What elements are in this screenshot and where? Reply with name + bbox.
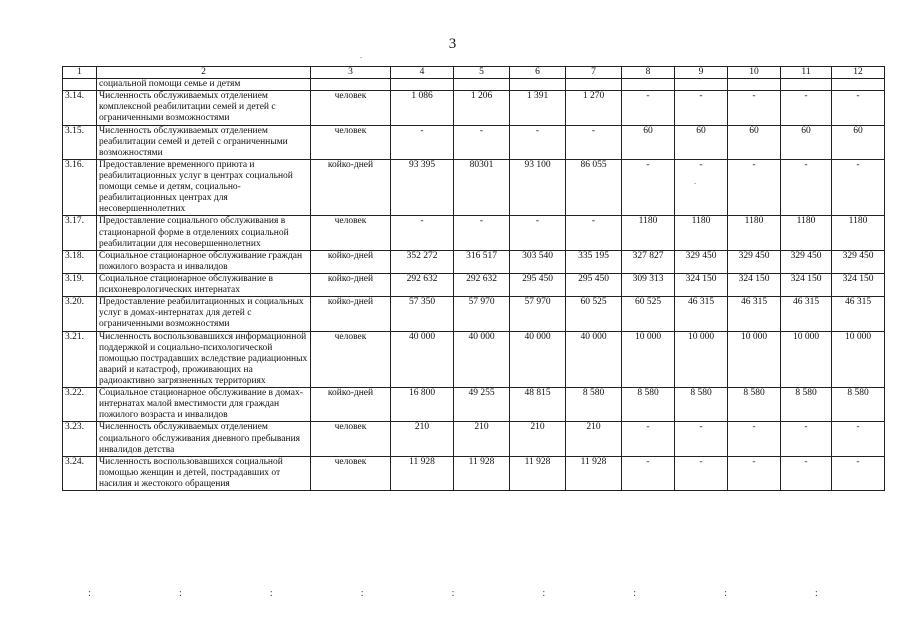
value-cell: 324 150 [832, 273, 885, 296]
value-cell: - [566, 125, 622, 159]
row-number: 3.18. [63, 250, 97, 273]
scan-speck: . [694, 176, 697, 186]
value-cell: 60 [781, 125, 832, 159]
value-cell: 60 [832, 125, 885, 159]
unit: человек [311, 125, 391, 159]
unit: койко-дней [311, 273, 391, 296]
value-cell: 11 928 [566, 456, 622, 490]
table-row [63, 273, 885, 296]
unit: человек [311, 216, 391, 250]
value-cell: 46 315 [675, 297, 728, 331]
value-cell: 10 000 [622, 331, 675, 388]
value-cell: 329 450 [728, 250, 781, 273]
indicator-name: Социальное стационарное обслуживание в домах-интернатах малой вместимости для граждан пожилого возраста и инвалидов [97, 388, 311, 422]
table-row [63, 388, 885, 422]
value-cell: 210 [391, 422, 454, 456]
unit: койко-дней [311, 159, 391, 216]
value-cell: - [728, 159, 781, 216]
value-cell: - [510, 125, 566, 159]
footer-mark: : [451, 587, 455, 599]
value-cell: 60 525 [622, 297, 675, 331]
table-row [63, 216, 885, 250]
value-cell: 1 391 [510, 91, 566, 125]
indicator-name: Предоставление временного приюта и реабилитационных услуг в центрах социальной помощи семье и детям, социально-реабилитационных центрах для несовершеннолетних [97, 159, 311, 216]
column-header: 9 [675, 67, 728, 79]
table-row [63, 297, 885, 331]
value-cell: - [566, 216, 622, 250]
footer-mark: : [178, 587, 182, 599]
column-header: 12 [832, 67, 885, 79]
indicator-name: Социальное стационарное обслуживание граждан пожилого возраста и инвалидов [97, 250, 311, 273]
unit: человек [311, 91, 391, 125]
value-cell: - [622, 422, 675, 456]
value-cell: 46 315 [728, 297, 781, 331]
value-cell: - [728, 91, 781, 125]
value-cell: 10 000 [832, 331, 885, 388]
column-header: 8 [622, 67, 675, 79]
table-row [63, 125, 885, 159]
table-row [63, 91, 885, 125]
value-cell: 8 580 [781, 388, 832, 422]
row-number: 3.17. [63, 216, 97, 250]
value-cell: - [728, 422, 781, 456]
value-cell: 16 800 [391, 388, 454, 422]
row-number: 3.19. [63, 273, 97, 296]
value-cell: 1 086 [391, 91, 454, 125]
indicator-name: Численность воспользовавшихся социальной помощью женщин и детей, пострадавших от насилия и жестокого обращения [97, 456, 311, 490]
value-cell: 8 580 [675, 388, 728, 422]
unit: койко-дней [311, 250, 391, 273]
column-header: 2 [97, 67, 311, 79]
continuation-row [63, 79, 885, 91]
value-cell: 11 928 [391, 456, 454, 490]
column-header-row [63, 67, 885, 79]
row-number: 3.20. [63, 297, 97, 331]
footer-marks [88, 587, 818, 599]
value-cell: - [781, 422, 832, 456]
column-header: 3 [311, 67, 391, 79]
unit: человек [311, 456, 391, 490]
value-cell: 303 540 [510, 250, 566, 273]
value-cell: 10 000 [675, 331, 728, 388]
unit: койко-дней [311, 297, 391, 331]
value-cell: 329 450 [832, 250, 885, 273]
value-cell: 210 [510, 422, 566, 456]
value-cell: - [832, 159, 885, 216]
value-cell: 352 272 [391, 250, 454, 273]
value-cell: 10 000 [781, 331, 832, 388]
value-cell: - [832, 422, 885, 456]
row-number: 3.24. [63, 456, 97, 490]
indicator-name: Численность обслуживаемых отделением реабилитации семей и детей с ограниченными возможностями [97, 125, 311, 159]
value-cell: - [391, 125, 454, 159]
indicator-name: Предоставление реабилитационных и социальных услуг в домах-интернатах для детей с ограниченными возможностями [97, 297, 311, 331]
table-row [63, 422, 885, 456]
value-cell: 57 350 [391, 297, 454, 331]
value-cell: 335 195 [566, 250, 622, 273]
value-cell: 1180 [675, 216, 728, 250]
value-cell: 40 000 [510, 331, 566, 388]
value-cell: 40 000 [454, 331, 510, 388]
row-number: 3.14. [63, 91, 97, 125]
value-cell: 93 100 [510, 159, 566, 216]
value-cell: 60 [675, 125, 728, 159]
value-cell: 60 525 [566, 297, 622, 331]
column-header: 1 [63, 67, 97, 79]
value-cell: 48 815 [510, 388, 566, 422]
footer-mark: : [269, 587, 273, 599]
row-number: 3.23. [63, 422, 97, 456]
value-cell: 60 [728, 125, 781, 159]
value-cell: 295 450 [566, 273, 622, 296]
row-number: 3.15. [63, 125, 97, 159]
scan-speck: . [360, 50, 363, 60]
value-cell: 316 517 [454, 250, 510, 273]
value-cell: 292 632 [454, 273, 510, 296]
value-cell: 8 580 [832, 388, 885, 422]
continuation-text: социальной помощи семье и детям [97, 79, 311, 91]
value-cell: 60 [622, 125, 675, 159]
value-cell: 93 395 [391, 159, 454, 216]
value-cell: 46 315 [832, 297, 885, 331]
value-cell: - [832, 456, 885, 490]
value-cell: 1 206 [454, 91, 510, 125]
indicator-name: Численность обслуживаемых отделением комплексной реабилитации семей и детей с ограниченными возможностями [97, 91, 311, 125]
value-cell: - [510, 216, 566, 250]
data-table [62, 66, 885, 491]
column-header: 10 [728, 67, 781, 79]
value-cell: 80301 [454, 159, 510, 216]
unit: койко-дней [311, 388, 391, 422]
value-cell: 1180 [728, 216, 781, 250]
value-cell: - [622, 91, 675, 125]
indicator-name: Численность воспользовавшихся информационной поддержкой и социально-психологической помощью пострадавших вследствие радиационных аварий и катастроф, проживающих на радиоактивно загрязненных территориях [97, 331, 311, 388]
value-cell: 329 450 [675, 250, 728, 273]
table-row [63, 250, 885, 273]
value-cell: 46 315 [781, 297, 832, 331]
column-header: 5 [454, 67, 510, 79]
footer-mark: : [814, 587, 818, 599]
footer-mark: : [633, 587, 637, 599]
value-cell: 292 632 [391, 273, 454, 296]
value-cell: 295 450 [510, 273, 566, 296]
value-cell: 1180 [622, 216, 675, 250]
column-header: 4 [391, 67, 454, 79]
column-header: 6 [510, 67, 566, 79]
value-cell: 57 970 [510, 297, 566, 331]
value-cell: 324 150 [675, 273, 728, 296]
value-cell: 40 000 [391, 331, 454, 388]
table-body [63, 67, 885, 491]
value-cell: - [454, 216, 510, 250]
row-number: 3.22. [63, 388, 97, 422]
value-cell: 1180 [781, 216, 832, 250]
value-cell: 327 827 [622, 250, 675, 273]
value-cell: 324 150 [781, 273, 832, 296]
value-cell: - [781, 91, 832, 125]
value-cell: - [728, 456, 781, 490]
footer-mark: : [724, 587, 728, 599]
value-cell: 11 928 [454, 456, 510, 490]
value-cell: 11 928 [510, 456, 566, 490]
footer-mark: : [360, 587, 364, 599]
table-row [63, 456, 885, 490]
value-cell: 8 580 [728, 388, 781, 422]
table-row [63, 159, 885, 216]
footer-mark: : [88, 587, 92, 599]
value-cell: - [622, 456, 675, 490]
value-cell: 1180 [832, 216, 885, 250]
indicator-name: Социальное стационарное обслуживание в психоневрологических интернатах [97, 273, 311, 296]
value-cell: 8 580 [622, 388, 675, 422]
value-cell: 49 255 [454, 388, 510, 422]
value-cell: 8 580 [566, 388, 622, 422]
value-cell: 309 313 [622, 273, 675, 296]
value-cell: 210 [566, 422, 622, 456]
value-cell: - [675, 456, 728, 490]
value-cell: - [675, 159, 728, 216]
unit: человек [311, 422, 391, 456]
value-cell: - [781, 159, 832, 216]
value-cell: - [675, 422, 728, 456]
page-number: 3 [448, 36, 457, 52]
column-header: 7 [566, 67, 622, 79]
footer-mark: : [542, 587, 546, 599]
value-cell: 86 055 [566, 159, 622, 216]
value-cell: - [675, 91, 728, 125]
value-cell: 324 150 [728, 273, 781, 296]
row-number: 3.16. [63, 159, 97, 216]
value-cell: 40 000 [566, 331, 622, 388]
value-cell: - [454, 125, 510, 159]
column-header: 11 [781, 67, 832, 79]
value-cell: - [781, 456, 832, 490]
value-cell: 210 [454, 422, 510, 456]
row-number: 3.21. [63, 331, 97, 388]
unit: человек [311, 331, 391, 388]
value-cell: - [622, 159, 675, 216]
value-cell: 329 450 [781, 250, 832, 273]
table-row [63, 331, 885, 388]
indicator-name: Предоставление социального обслуживания в стационарной форме в отделениях социальной реабилитации для несовершеннолетних [97, 216, 311, 250]
value-cell: 57 970 [454, 297, 510, 331]
value-cell: 10 000 [728, 331, 781, 388]
indicator-name: Численность обслуживаемых отделением социального обслуживания дневного пребывания инвалидов детства [97, 422, 311, 456]
value-cell: - [391, 216, 454, 250]
value-cell: - [832, 91, 885, 125]
value-cell: 1 270 [566, 91, 622, 125]
